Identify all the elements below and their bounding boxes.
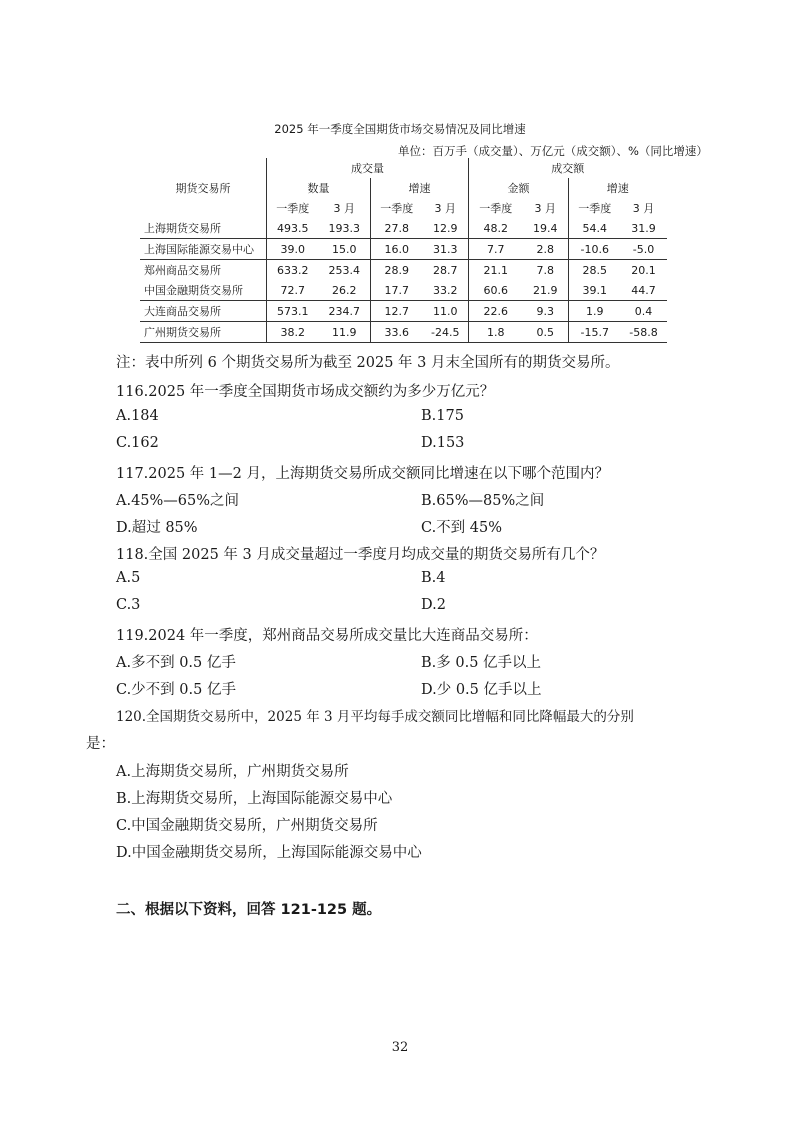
table-cell: 60.6 (469, 280, 523, 301)
table-cell: -10.6 (569, 239, 621, 260)
table-cell: 20.1 (631, 263, 656, 277)
table-cell: 38.2 (267, 322, 319, 343)
question-116: 116.2025 年一季度全国期货市场成交额约为多少万亿元？ (116, 384, 495, 400)
amount-header: 成交额 (469, 158, 667, 178)
option-a: A.多不到 0.5 亿手 (116, 655, 236, 671)
col-mar: 3 月 (434, 202, 456, 215)
table-cell: 39.0 (267, 239, 319, 260)
table-row (140, 239, 667, 260)
table-cell: 54.4 (569, 218, 621, 239)
col-q1: 一季度 (267, 198, 319, 218)
table-row (140, 218, 667, 239)
table-cell: 39.1 (569, 280, 621, 301)
volume-growth-header: 增速 (371, 178, 469, 198)
table-note: 注：表中所列 6 个期货交易所为截至 2025 年 3 月末全国所有的期货交易所。 (116, 355, 620, 371)
option-b: B.65%—85%之间 (421, 493, 545, 509)
amount-growth-header: 增速 (569, 178, 667, 198)
option-b: B.上海期货交易所，上海国际能源交易中心 (116, 791, 393, 807)
col-q1: 一季度 (469, 198, 523, 218)
table-cell: 31.3 (423, 239, 469, 260)
table-cell: 33.2 (423, 280, 469, 301)
table-cell: 72.7 (267, 280, 319, 301)
option-d: D.中国金融期货交易所，上海国际能源交易中心 (116, 845, 422, 861)
table-cell: 28.9 (371, 260, 423, 281)
table-cell: 2.8 (523, 239, 569, 260)
option-c: C.162 (116, 435, 159, 451)
table-cell: -24.5 (423, 322, 469, 343)
question-120-continued: 是： (86, 736, 115, 752)
table-cell: 0.5 (523, 322, 569, 343)
volume-header: 成交量 (267, 158, 469, 178)
option-d: D.153 (421, 435, 465, 451)
option-c: C.不到 45% (421, 520, 503, 536)
table-cell: 21.9 (523, 280, 569, 301)
table-cell: 7.8 (536, 263, 554, 277)
table-cell: 1.9 (569, 301, 621, 322)
col-mar: 3 月 (632, 202, 655, 215)
table-cell: 16.0 (371, 239, 423, 260)
option-a: A.184 (116, 408, 159, 424)
exchange-name: 郑州商品交易所 (144, 264, 221, 277)
quantity-header: 数量 (267, 178, 371, 198)
table-cell: 19.4 (523, 218, 569, 239)
option-b: B.175 (421, 408, 464, 424)
option-d: D.超过 85% (116, 520, 198, 536)
exchange-header: 期货交易所 (175, 182, 231, 195)
table-cell: 1.8 (469, 322, 523, 343)
table-cell: 12.9 (423, 218, 469, 239)
table-cell: 31.9 (621, 218, 667, 239)
question-120: 120.全国期货交易所中，2025 年 3 月平均每手成交额同比增幅和同比降幅最大的分别 (116, 709, 634, 725)
table-title: 2025 年一季度全国期货市场交易情况及同比增速 (274, 122, 526, 136)
table-cell: -5.0 (621, 239, 667, 260)
option-c: C.3 (116, 597, 141, 613)
table-cell: 12.7 (371, 301, 423, 322)
col-q1: 一季度 (569, 198, 621, 218)
table-cell: 493.5 (267, 218, 319, 239)
exchange-name: 上海期货交易所 (140, 218, 267, 239)
table-cell: 9.3 (523, 301, 569, 322)
table-cell: 253.4 (328, 263, 360, 277)
table-cell: 633.2 (267, 260, 319, 281)
table-cell: -58.8 (621, 322, 667, 343)
option-d: D.少 0.5 亿手以上 (421, 682, 542, 698)
table-cell: 27.8 (371, 218, 423, 239)
page-number: 32 (391, 1040, 409, 1055)
question-119: 119.2024 年一季度，郑州商品交易所成交量比大连商品交易所： (116, 628, 538, 644)
table-cell: 7.7 (469, 239, 523, 260)
futures-table (140, 158, 667, 343)
option-c: C.中国金融期货交易所，广州期货交易所 (116, 818, 378, 834)
table-cell: 48.2 (469, 218, 523, 239)
table-cell: -15.7 (569, 322, 621, 343)
col-mar: 3 月 (333, 202, 355, 215)
table-unit: 单位：百万手（成交量）、万亿元（成交额）、%（同比增速） (398, 144, 708, 158)
table-cell: 0.4 (621, 301, 667, 322)
table-cell: 26.2 (319, 280, 371, 301)
option-a: A.5 (116, 570, 141, 586)
turnover-header: 金额 (469, 178, 569, 198)
table-cell: 22.6 (469, 301, 523, 322)
exchange-name: 广州期货交易所 (140, 322, 267, 343)
table-cell: 21.1 (469, 260, 523, 281)
table-cell: 17.7 (371, 280, 423, 301)
section-heading: 二、根据以下资料，回答 121-125 题。 (116, 902, 382, 918)
table-cell: 15.0 (319, 239, 371, 260)
table-cell: 28.7 (433, 263, 458, 277)
table-cell: 193.3 (319, 218, 371, 239)
table-row (140, 301, 667, 322)
table-cell: 33.6 (371, 322, 423, 343)
table-cell: 234.7 (319, 301, 371, 322)
option-d: D.2 (421, 597, 446, 613)
question-118: 118.全国 2025 年 3 月成交量超过一季度月均成交量的期货交易所有几个？ (116, 547, 605, 563)
option-a: A.上海期货交易所，广州期货交易所 (116, 764, 349, 780)
exchange-name: 上海国际能源交易中心 (140, 239, 267, 260)
table-cell: 44.7 (621, 280, 667, 301)
option-a: A.45%—65%之间 (116, 493, 240, 509)
table-cell: 573.1 (267, 301, 319, 322)
option-b: B.4 (421, 570, 446, 586)
table-row (140, 322, 667, 343)
table-row (140, 280, 667, 301)
table-cell: 11.9 (319, 322, 371, 343)
exchange-name: 中国金融期货交易所 (140, 280, 267, 301)
exchange-name: 大连商品交易所 (140, 301, 267, 322)
option-b: B.多 0.5 亿手以上 (421, 655, 542, 671)
col-q1: 一季度 (371, 198, 423, 218)
table-cell: 11.0 (423, 301, 469, 322)
table-cell: 28.5 (569, 260, 621, 281)
col-mar: 3 月 (534, 202, 556, 215)
question-117: 117.2025 年 1—2 月，上海期货交易所成交额同比增速在以下哪个范围内？ (116, 466, 609, 482)
option-c: C.少不到 0.5 亿手 (116, 682, 236, 698)
table-row (140, 260, 667, 281)
